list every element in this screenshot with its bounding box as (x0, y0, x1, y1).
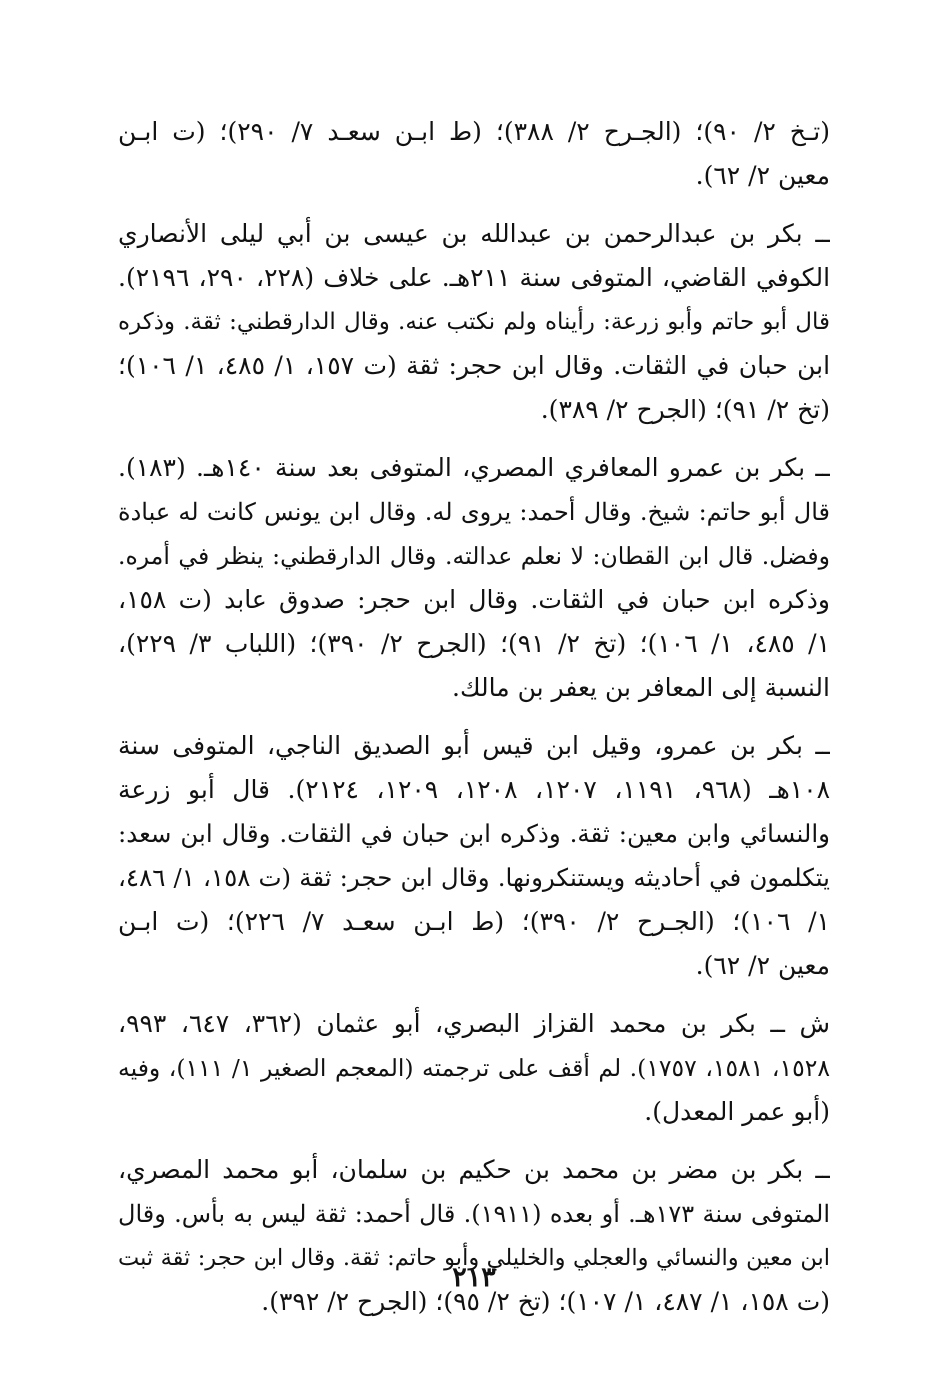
biography-entry (118, 446, 830, 710)
text-line: النسبة إلى المعافر بن يعفر بن مالك. (452, 673, 830, 702)
biography-entry (118, 110, 830, 198)
text-line: معين ٢/ ٦٢). (695, 951, 830, 980)
text-line: ابن حبان في الثقات. وقال ابن حجر: ثقة (ت ١٥٧، ١/ ٤٨٥، ١/ ١٠٦)؛ (118, 351, 830, 380)
text-line: ــ بكر بن عمرو المعافري المصري، المتوفى بعد سنة ١٤٠هـ. (١٨٣). (118, 453, 830, 482)
biography-entry (118, 724, 830, 988)
text-line: (ت ١٥٨، ١/ ٤٨٧، ١/ ١٠٧)؛ (تخ ٢/ ٩٥)؛ (الجرح ٢/ ٣٩٢). (261, 1287, 830, 1316)
text-line: ش ــ بكر بن محمد القزاز البصري، أبو عثمان (٣٦٢، ٦٤٧، ٩٩٣، (118, 1009, 830, 1038)
text-line: (تـخ ٢/ ٩٠)؛ (الجـرح ٢/ ٣٨٨)؛ (ط ابـن سعـد ٧/ ٢٩٠)؛ (ت ابـن (118, 117, 830, 146)
text-line: قال أبو حاتم وأبو زرعة: رأيناه ولم نكتب عنه. وقال الدارقطني: ثقة. وذكره (118, 309, 830, 335)
text-line: والنسائي وابن معين: ثقة. وذكره ابن حبان في الثقات. وقال ابن سعد: (118, 819, 830, 848)
text-line: ــ بكر بن مضر بن محمد بن حكيم بن سلمان، أبو محمد المصري، (118, 1155, 830, 1184)
text-line: (أبو عمر المعدل). (644, 1097, 830, 1126)
page-number: ٢١٣ (452, 1262, 496, 1293)
biography-entry (118, 1002, 830, 1134)
text-line: ــ بكر بن عبدالرحمن بن عبدالله بن عيسى بن أبي ليلى الأنصاري (118, 219, 830, 248)
text-line: الكوفي القاضي، المتوفى سنة ٢١١هـ. على خلاف (٢٢٨، ٢٩٠، ٢١٩٦). (118, 263, 830, 292)
text-line: (تخ ٢/ ٩١)؛ (الجرح ٢/ ٣٨٩). (540, 395, 830, 424)
text-line: ــ بكر بن عمرو، وقيل ابن قيس أبو الصديق الناجي، المتوفى سنة (118, 731, 830, 760)
text-line: المتوفى سنة ١٧٣هـ. أو بعده (١٩١١). قال أحمد: ثقة ليس به بأس. وقال (118, 1200, 830, 1228)
text-line: قال أبو حاتم: شيخ. وقال أحمد: يروى له. وقال ابن يونس كانت له عبادة (118, 498, 830, 526)
text-line: ابن معين والنسائي والعجلي والخليلي وأبو حاتم: ثقة. وقال ابن حجر: ثقة ثبت (118, 1245, 830, 1271)
text-line: يتكلمون في أحاديثه ويستنكرونها. وقال ابن حجر: ثقة (ت ١٥٨، ١/ ٤٨٦، (118, 863, 830, 892)
text-line: ١/ ٤٨٥، ١/ ١٠٦)؛ (تخ ٢/ ٩١)؛ (الجرح ٢/ ٣٩٠)؛ (اللباب ٣/ ٢٢٩)، (118, 629, 830, 658)
text-line: ١/ ١٠٦)؛ (الجـرح ٢/ ٣٩٠)؛ (ط ابـن سعـد ٧/ ٢٢٦)؛ (ت ابـن (118, 907, 830, 936)
text-line: وذكره ابن حبان في الثقات. وقال ابن حجر: صدوق عابد (ت ١٥٨، (118, 585, 830, 614)
text-line: ١٠٨هـ (٩٦٨، ١١٩١، ١٢٠٧، ١٢٠٨، ١٢٠٩، ٢١٢٤). قال أبو زرعة (118, 775, 830, 804)
text-line: ١٥٢٨، ١٥٨١، ١٧٥٧). لم أقف على ترجمته (المعجم الصغير ١/ ١١١)، وفيه (118, 1054, 830, 1082)
text-line: وفضل. قال ابن القطان: لا نعلم عدالته. وقال الدارقطني: ينظر في أمره. (118, 542, 830, 570)
biography-entry (118, 212, 830, 432)
page-body (118, 110, 830, 1338)
biography-entry (118, 1148, 830, 1324)
text-line: معين ٢/ ٦٢). (695, 161, 830, 190)
